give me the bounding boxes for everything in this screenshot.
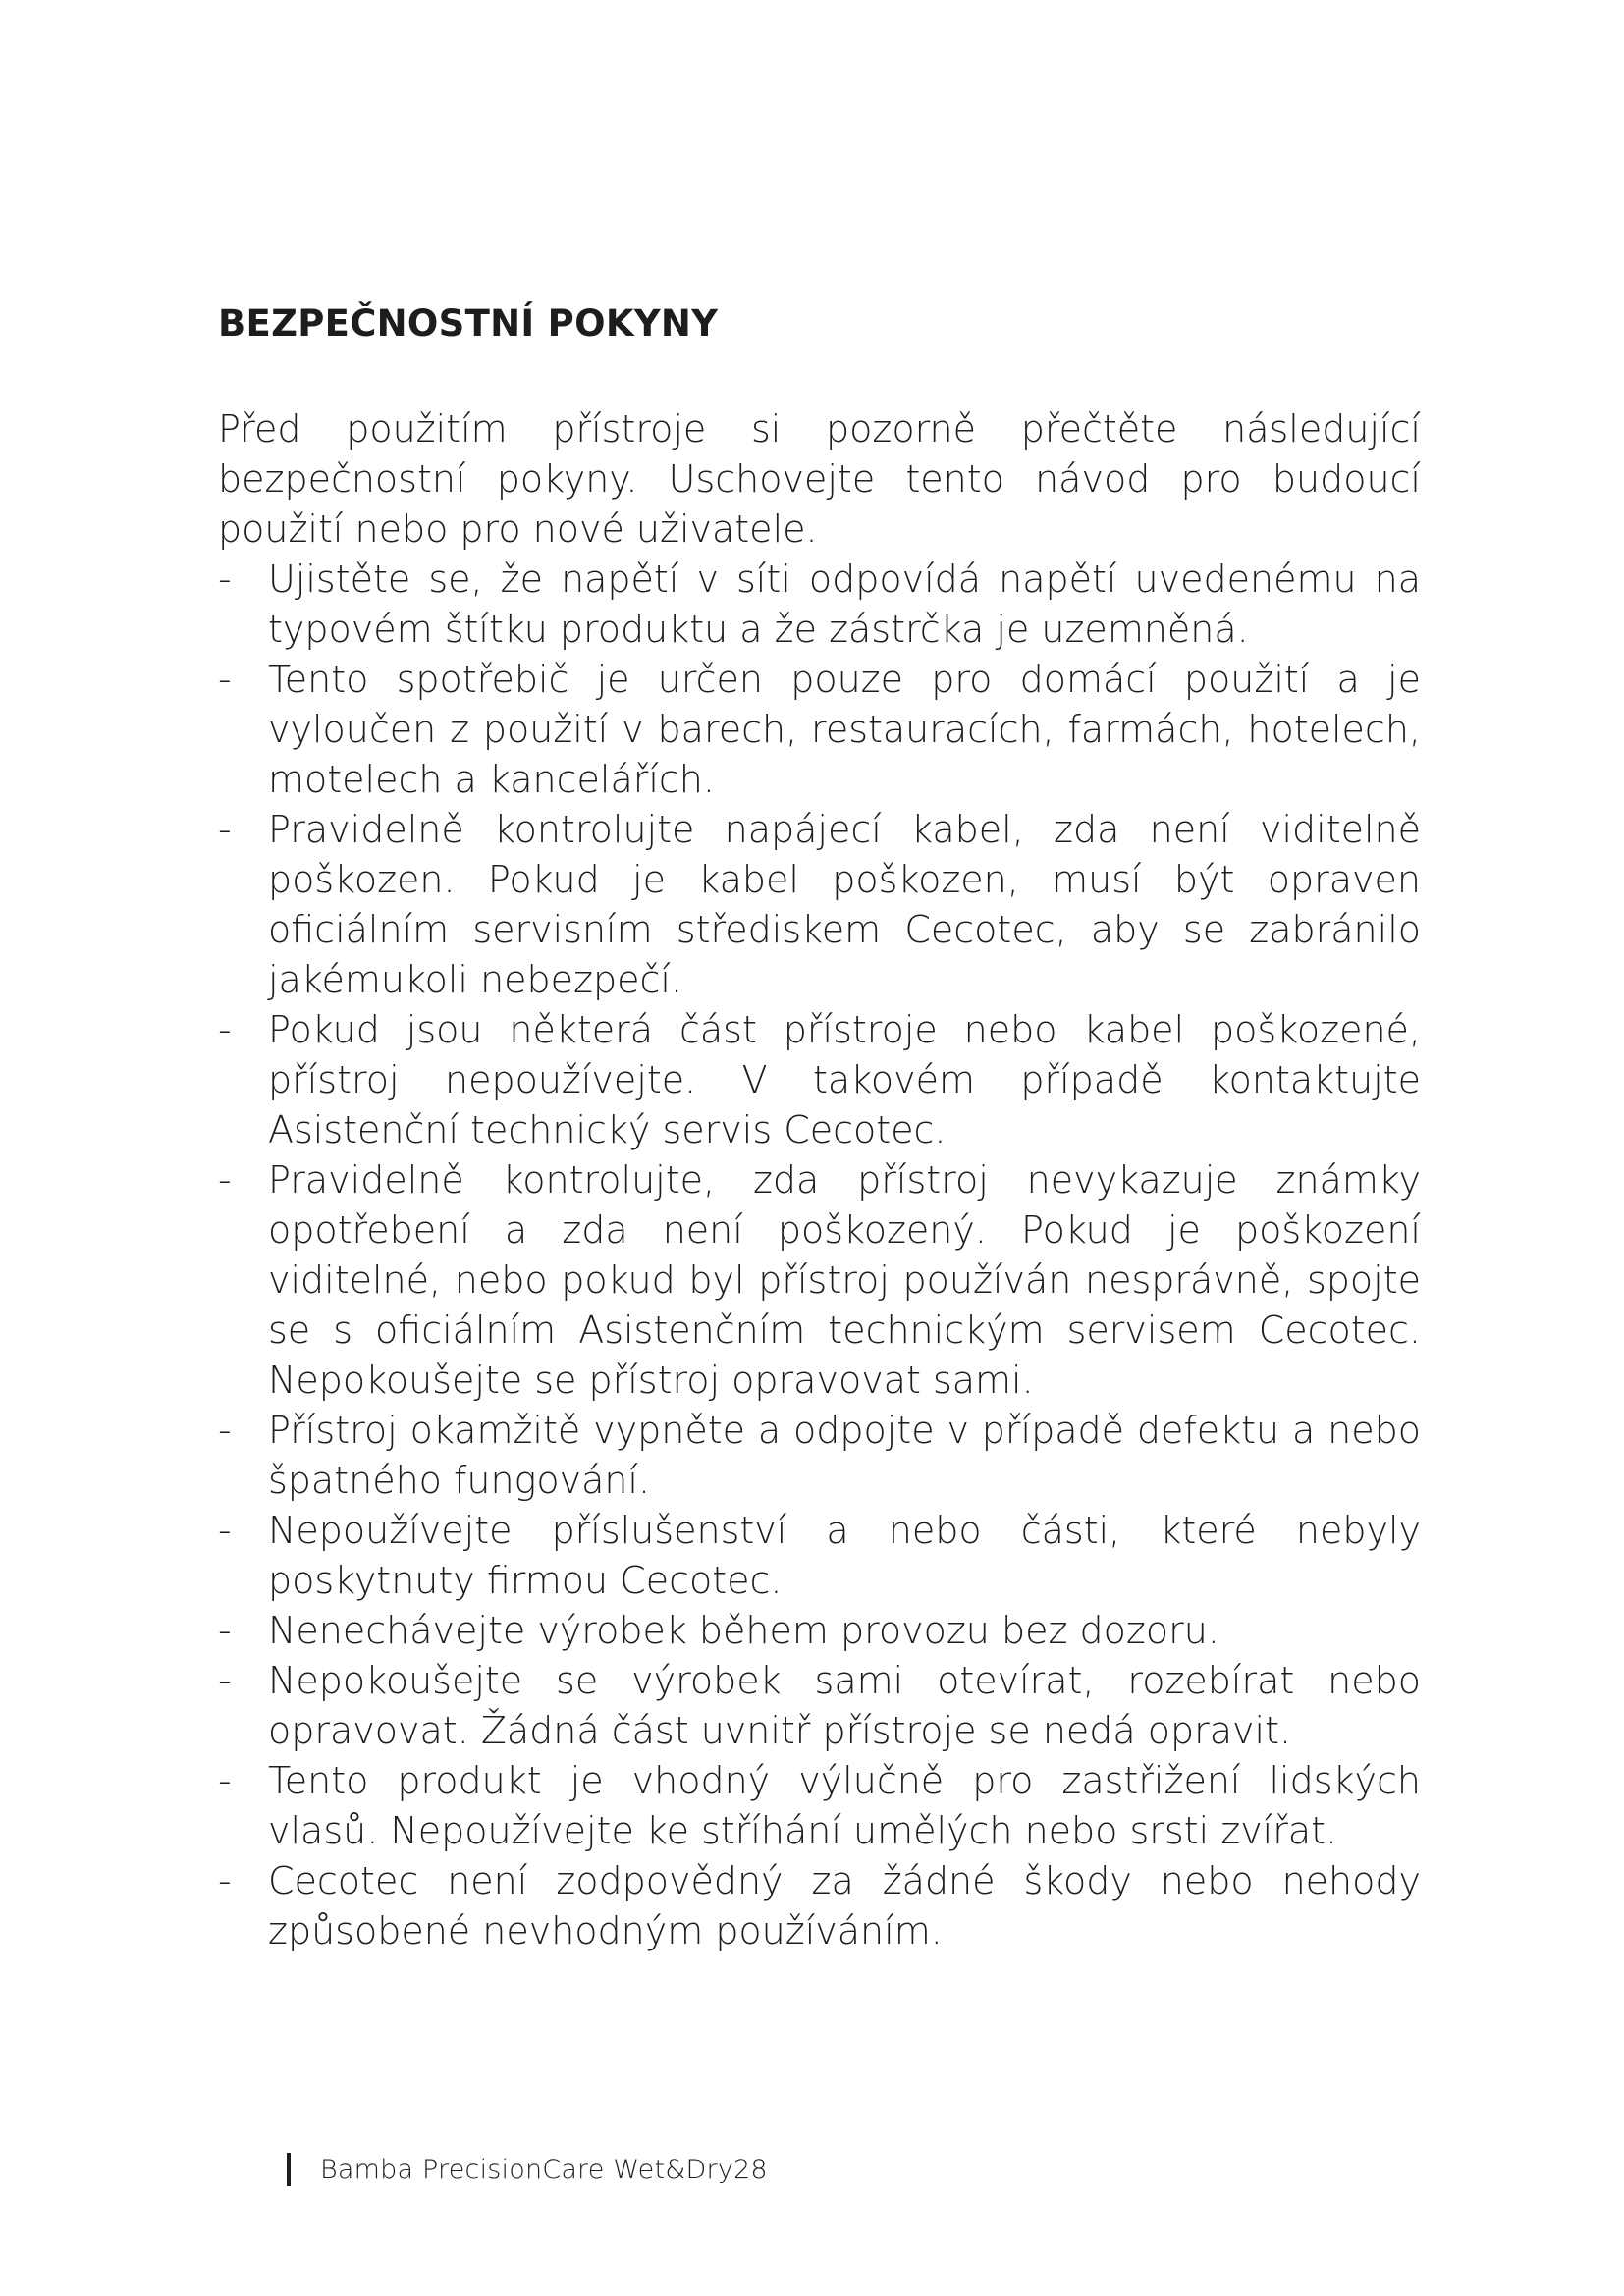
list-item [218,805,1421,1005]
bullet-dash: - [218,1859,232,1902]
safety-instructions-list [218,555,1421,1956]
bullet-dash: - [218,558,232,601]
intro-paragraph: Před použitím přístroje si pozorně přečtěte následující bezpečnostní pokyny. Uschovejte tento návod pro budoucí použití nebo pro nové uživatele. [218,407,1421,551]
list-item-text: Nenechávejte výrobek během provozu bez dozoru. [268,1609,1219,1652]
list-item [218,1656,1421,1756]
footer-product-name: Bamba PrecisionCare Wet&Dry28 [320,2154,768,2185]
bullet-dash: - [218,1659,232,1702]
footer-divider-bar [287,2153,291,2186]
list-item-text: Ujistěte se, že napětí v síti odpovídá napětí uvedenému na typovém štítku produktu a že zástrčka je uzemněná. [268,558,1421,651]
list-item [218,1506,1421,1606]
list-item [218,1406,1421,1506]
list-item [218,1856,1421,1956]
list-item-text: Nepokoušejte se výrobek sami otevírat, rozebírat nebo opravovat. Žádná část uvnitř přístroje se nedá opravit. [268,1659,1421,1752]
bullet-dash: - [218,1609,232,1652]
list-item [218,555,1421,655]
list-item-text: Tento spotřebič je určen pouze pro domácí použití a je vyloučen z použití v barech, restauracích, farmách, hotelech, motelech a kancelářích. [268,658,1421,801]
list-item-text: Přístroj okamžitě vypněte a odpojte v případě defektu a nebo špatného fungování. [268,1409,1421,1502]
list-item-text: Pravidelně kontrolujte, zda přístroj nevykazuje známky opotřebení a zda není poškozený. Pokud je poškození viditelné, nebo pokud byl přístroj používán nesprávně, spojte se s oficiálním Asistenčním technickým servisem Cecotec. Nepokoušejte se přístroj opravovat sami. [268,1158,1421,1402]
bullet-dash: - [218,808,232,851]
list-item-text: Pravidelně kontrolujte napájecí kabel, zda není viditelně poškozen. Pokud je kabel poškozen, musí být opraven oficiálním servisním střediskem Cecotec, aby se zabránilo jakémukoli nebezpečí. [268,808,1421,1001]
bullet-dash: - [218,658,232,701]
list-item-text: Pokud jsou některá část přístroje nebo kabel poškozené, přístroj nepoužívejte. V takovém případě kontaktujte Asistenční technický servis Cecotec. [268,1008,1421,1151]
list-item-text: Tento produkt je vhodný výlučně pro zastřižení lidských vlasů. Nepoužívejte ke stříhání umělých nebo srsti zvířat. [268,1759,1421,1852]
page-footer [287,2153,768,2186]
bullet-dash: - [218,1509,232,1552]
content-block [218,404,1421,1956]
bullet-dash: - [218,1759,232,1802]
list-item [218,1155,1421,1406]
bullet-dash: - [218,1008,232,1051]
list-item [218,1756,1421,1856]
list-item-text: Cecotec není zodpovědný za žádné škody nebo nehody způsobené nevhodným používáním. [268,1859,1421,1952]
bullet-dash: - [218,1158,232,1201]
list-item-text: Nepoužívejte příslušenství a nebo části, které nebyly poskytnuty firmou Cecotec. [268,1509,1421,1602]
list-item [218,655,1421,805]
list-item [218,1005,1421,1155]
bullet-dash: - [218,1409,232,1452]
section-heading: BEZPEČNOSTNÍ POKYNY [218,302,719,345]
list-item [218,1606,1421,1656]
